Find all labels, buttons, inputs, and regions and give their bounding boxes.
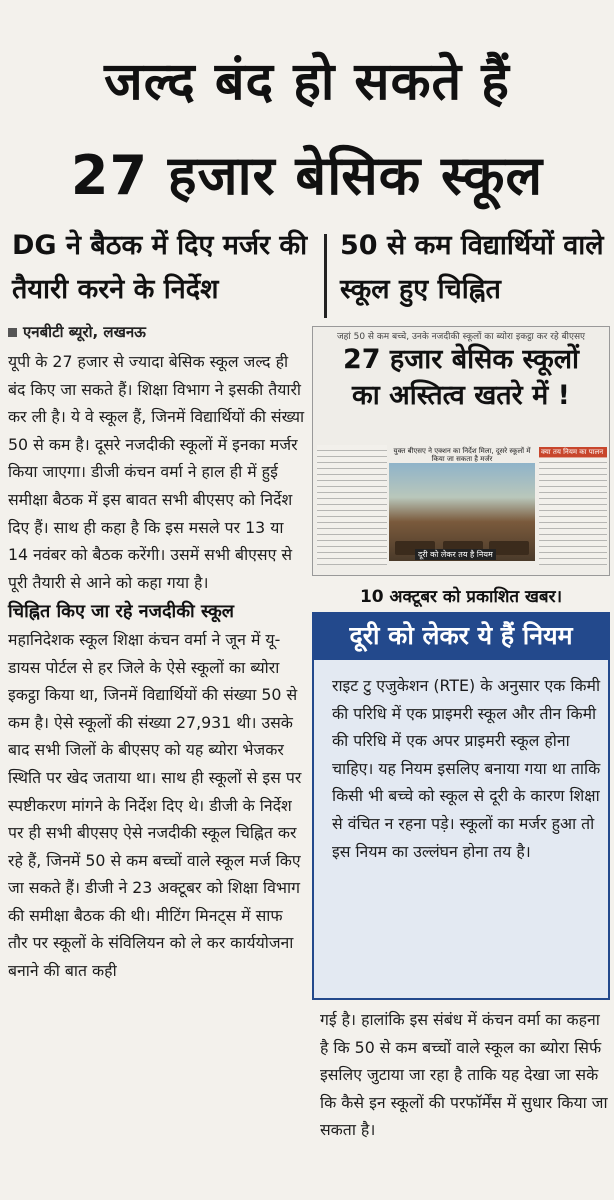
article-subhead: चिह्नित किए जा रहे नजदीकी स्कूल bbox=[8, 601, 235, 623]
clipping-kicker: जहां 50 से कम बच्चे, उनके नजदीकी स्कूलों का ब्योरा इकट्ठा कर रहे बीएसए bbox=[336, 332, 586, 342]
clipping-photo-caption: दूरी को लेकर तय है नियम bbox=[415, 549, 496, 560]
byline-square-icon bbox=[8, 328, 17, 337]
byline-text: एनबीटी ब्यूरो, लखनऊ bbox=[23, 323, 146, 341]
clipping-title-line-1: 27 हजार बेसिक स्कूलों bbox=[342, 344, 580, 375]
clipping-box-heading: क्या तय नियम का पालन bbox=[539, 447, 607, 458]
article-left-column bbox=[8, 348, 306, 985]
clipping-body bbox=[317, 445, 607, 573]
article-paragraph-1: यूपी के 27 हजार से ज्यादा बेसिक स्कूल जल्द ही बंद किए जा सकते हैं। शिक्षा विभाग ने इसकी तैयारी कर ली है। ये वे स्कूल हैं, जिनमें विद्यार्थियों की संख्या 50 से कम है। दूसरे नजदीकी स्कूलों में इनका मर्जर किया जाएगा। डीजी कंचन वर्मा ने हाल ही में हुई समीक्षा बैठक में इस बावत सभी बीएसए को निर्देश दिए हैं। साथ ही कहा है कि इस मसले पर 13 या 14 नवंबर को बैठक करेंगी। उसमें सभी बीएसए से पूरी तैयारी से आने को कहा गया है। bbox=[8, 352, 305, 592]
clipping-text-column bbox=[539, 457, 607, 565]
rules-text: राइट टु एजुकेशन (RTE) के अनुसार एक किमी की परिधि में एक प्राइमरी स्कूल और तीन किमी की परिधि में एक अपर प्राइमरी स्कूल होना चाहिए। यह नियम इसलिए बनाया गया था ताकि किसी भी बच्चे को स्कूल से दूरी के कारण शिक्षा से वंचित न रहना पड़े। स्कूलों का मर्जर हुआ तो इस नियम का उल्लंघन होना तय है। bbox=[332, 676, 601, 861]
clipping-title-line-2: का अस्तित्व खतरे में ! bbox=[352, 380, 570, 411]
classroom-photo bbox=[389, 463, 535, 561]
rules-box bbox=[312, 660, 610, 1000]
headline-line-1: जल्द बंद हो सकते हैं bbox=[104, 52, 510, 112]
byline bbox=[8, 322, 146, 342]
article-continuation: गई है। हालांकि इस संबंध में कंचन वर्मा का कहना है कि 50 से कम बच्चों वाले स्कूल का ब्योरा सिर्फ इसलिए जुटाया जा रहा है ताकि यह देखा जा सके कि कैसे इन स्कूलों की परफॉर्मेंस में सुधार किया जा सकता है। bbox=[320, 1010, 608, 1140]
article-paragraph-2: महानिदेशक स्कूल शिक्षा कंचन वर्मा ने जून में यू-डायस पोर्टल से हर जिले के ऐसे स्कूलों का ब्योरा इकट्ठा किया था, जिनमें विद्यार्थियों की संख्या 50 से कम है। ऐसे स्कूलों की संख्या 27,931 थी। उसके बाद सभी जिलों के बीएसए को यह ब्योरा भेजकर स्थिति पर खेद जताया था। साथ ही स्कूलों से इस पर स्पष्टीकरण मांगने के निर्देश दिए थे। डीजी के निर्देश पर ही सभी बीएसए ऐसे नजदीकी स्कूल चिह्नित कर रहे हैं, जिनमें 50 से कम बच्चों वाले स्कूल मर्ज किए जा सकते हैं। डीजी ने 23 अक्टूबर को शिक्षा विभाग की समीक्षा बैठक की थी। मीटिंग मिनट्स में साफ तौर पर स्कूलों के संविलियन को ले कर कार्ययोजना बनाने की बात कही bbox=[8, 629, 302, 981]
headline-line-2: 27 हजार बेसिक स्कूल bbox=[70, 144, 544, 207]
clipping-image bbox=[312, 326, 610, 576]
subhead-left: DG ने बैठक में दिए मर्जर की तैयारी करने के निर्देश bbox=[12, 230, 308, 305]
subhead-right: 50 से कम विद्यार्थियों वाले स्कूल हुए चिह्नित bbox=[340, 230, 604, 305]
clipping-title bbox=[313, 342, 609, 414]
clipping-text-column bbox=[317, 445, 387, 565]
clipping-caption: 10 अक्टूबर को प्रकाशित खबर। bbox=[359, 587, 563, 607]
rules-heading: दूरी को लेकर ये हैं नियम bbox=[312, 612, 610, 660]
clipping-inner-kicker: युक्त बीएसए ने एक्शन का निर्देश मिला, दूसरे स्कूलों में किया जा सकता है मर्जर bbox=[393, 447, 531, 463]
subhead-divider bbox=[324, 234, 327, 318]
